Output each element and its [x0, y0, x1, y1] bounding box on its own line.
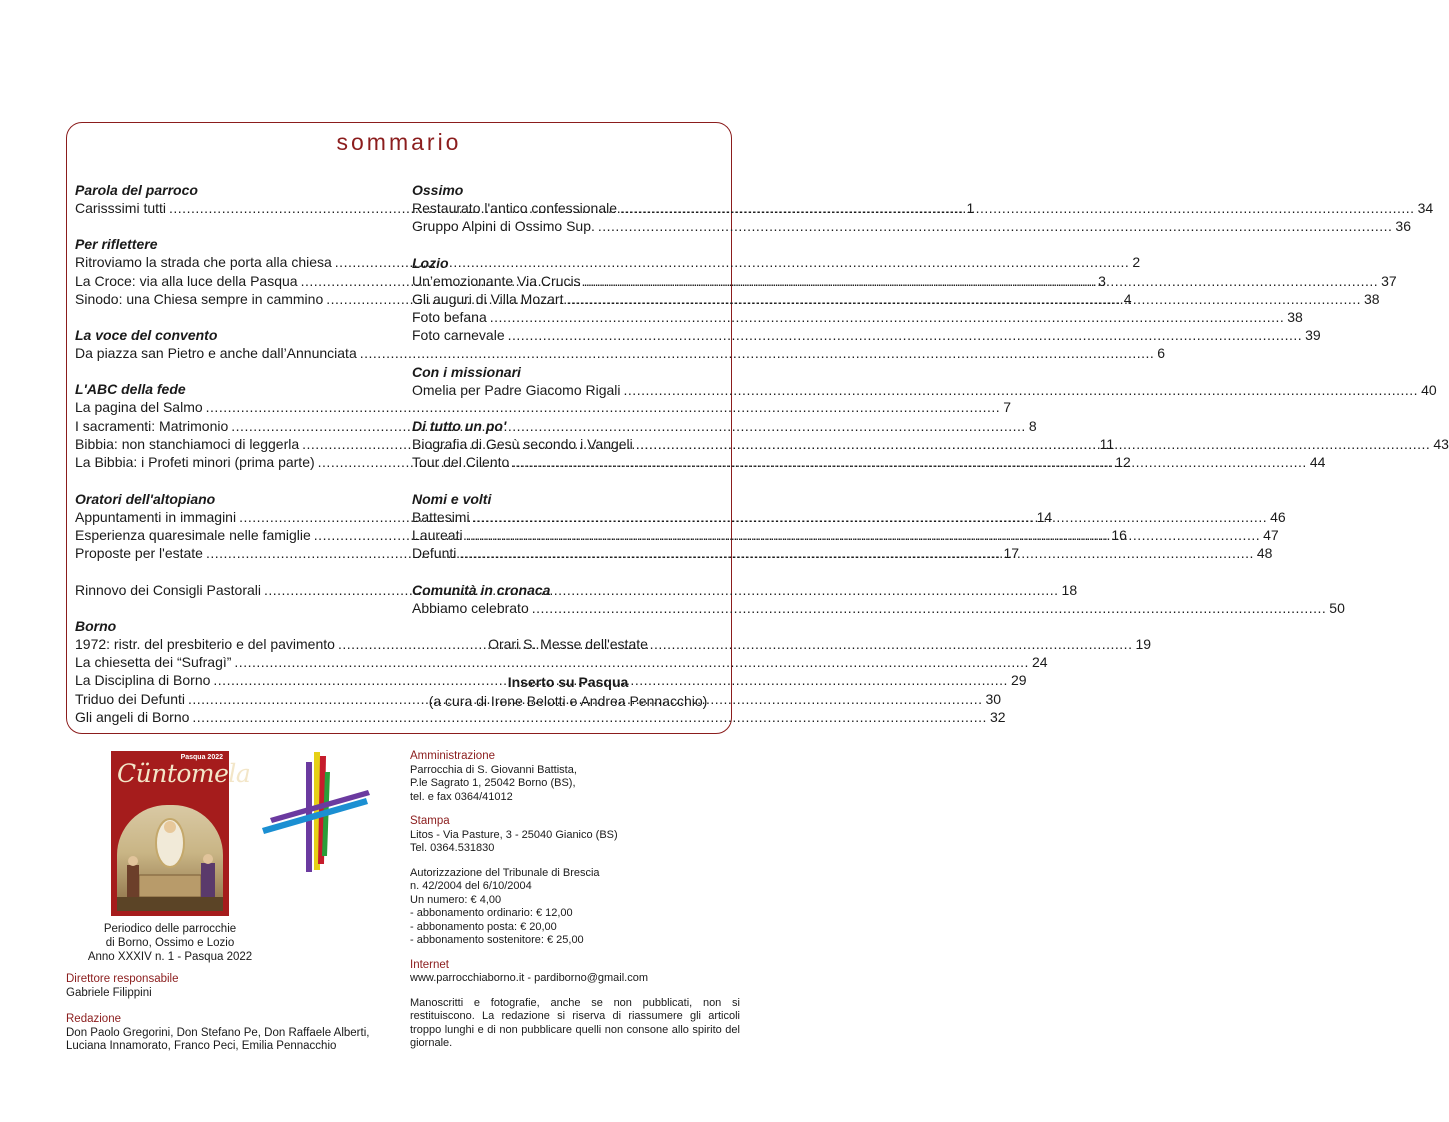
toc-dot-leader	[598, 217, 1393, 235]
toc-entry-page: 38	[1364, 290, 1380, 307]
toc-dot-leader	[508, 326, 1303, 344]
toc-entry-page: 30	[985, 690, 1002, 707]
sommario-box	[66, 122, 1449, 734]
autorizzazione-block	[410, 867, 740, 948]
inserto-title: Inserto su Pasqua	[507, 673, 629, 690]
toc-entry-page: 47	[1263, 526, 1279, 543]
orari-note: Orari S. Messe dell'estate	[488, 635, 648, 652]
inserto-subtitle: (a cura di Irene Belotti e Andrea Pennacchio)	[428, 692, 708, 709]
stampa-line: Litos - Via Pasture, 3 - 25040 Gianico (BS)	[410, 828, 618, 841]
toc-section-title: Di tutto un po'	[412, 418, 507, 435]
toc-entry-page: 14	[1036, 508, 1053, 525]
toc-entry-title: Rinnovo dei Consigli Pastorali	[75, 581, 261, 598]
toc-dot-leader	[532, 599, 1327, 617]
toc-dot-leader	[636, 435, 1431, 453]
toc-entry-page: 6	[1157, 345, 1166, 362]
toc-entry-title: Tour del Cilento	[412, 454, 510, 471]
toc-entry-title: Foto carnevale	[412, 327, 505, 344]
internet-label: Internet	[410, 958, 449, 971]
toc-entry[interactable]	[412, 272, 1397, 290]
redazione-block	[66, 1013, 369, 1054]
toc-entry-page: 29	[1010, 672, 1027, 689]
toc-entry-title: Carisssimi tutti	[75, 200, 167, 216]
toc-section-title: Lozio	[412, 254, 449, 271]
toc-entry[interactable]	[412, 326, 1321, 344]
toc-entry-title: Battesimi	[412, 508, 470, 525]
toc-entry-page: 17	[1003, 545, 1020, 562]
toc-entry-title: Omelia per Padre Giacomo Rigali	[412, 381, 621, 398]
toc-entry-title: Gruppo Alpini di Ossimo Sup.	[412, 218, 595, 235]
toc-entry-page: 39	[1305, 327, 1321, 344]
toc-entry-title: La Croce: via alla luce della Pasqua	[75, 272, 298, 289]
toc-dot-leader	[512, 453, 1307, 471]
toc-section-title: L'ABC della fede	[75, 381, 186, 398]
caption-line: di Borno, Ossimo e Lozio	[105, 937, 235, 949]
toc-entry-title: Abbiamo celebrato	[412, 599, 529, 616]
toc-dot-leader	[490, 308, 1285, 326]
toc-section-title: Parola del parroco	[75, 182, 198, 198]
internet-value: www.parrocchiaborno.it - pardiborno@gmail.com	[410, 972, 648, 984]
toc-dot-leader	[620, 199, 1415, 217]
toc-entry-page: 11	[1099, 436, 1115, 453]
amministrazione-line: tel. e fax 0364/41012	[410, 790, 513, 803]
toc-entry-title: Proposte per l'estate	[75, 545, 203, 562]
toc-entry-title: Gli auguri di Villa Mozart	[412, 290, 564, 307]
toc-entry[interactable]	[75, 344, 1166, 362]
toc-section-title: Con i missionari	[412, 363, 521, 380]
toc-entry-page: 2	[1132, 254, 1141, 271]
toc-entry[interactable]	[75, 398, 1011, 416]
cover-header	[111, 751, 251, 803]
toc-entry-title: La Bibbia: i Profeti minori (prima parte)	[75, 454, 315, 471]
toc-section-title: La voce del convento	[75, 327, 218, 344]
autorizzazione-line: Un numero: € 4,00	[410, 893, 502, 906]
toc-entry-page: 12	[1115, 454, 1131, 471]
autorizzazione-line: - abbonamento posta: € 20,00	[410, 920, 557, 933]
toc-entry-page: 48	[1256, 545, 1273, 562]
autorizzazione-line: - abbonamento sostenitore: € 25,00	[410, 934, 584, 946]
editorial-note: Manoscritti e fotografie, anche se non pubblicati, non si restituiscono. La redazione si riserva di riassumere gli articoli troppo lunghi e di non pubblicare quelli non consone allo spirito del giornale.	[410, 996, 740, 1049]
toc-section	[412, 254, 1397, 345]
toc-entry-page: 32	[989, 709, 1006, 726]
toc-section	[412, 181, 1434, 236]
toc-section-title: Ossimo	[412, 182, 464, 198]
toc-entry-page: 34	[1417, 200, 1434, 216]
toc-entry-page: 16	[1111, 526, 1127, 543]
toc-entry[interactable]	[412, 199, 1434, 217]
cover-artwork	[117, 805, 223, 911]
redazione-label: Redazione	[66, 1013, 121, 1025]
cover-caption	[70, 922, 270, 964]
cover-issue: Pasqua 2022	[180, 754, 223, 761]
toc-entry-title: Triduo dei Defunti	[75, 690, 185, 707]
resurrection-image	[117, 805, 223, 911]
toc-section-title: Comunità in cronaca	[412, 581, 551, 598]
toc-entry-page: 38	[1287, 309, 1303, 326]
toc-entry[interactable]	[412, 308, 1303, 326]
toc-entry-page: 36	[1395, 218, 1411, 235]
amministrazione-line: Parrocchia di S. Giovanni Battista,	[410, 763, 577, 776]
toc-entry-page: 46	[1270, 508, 1286, 525]
autorizzazione-line: - abbonamento ordinario: € 12,00	[410, 907, 573, 919]
redazione-line: Don Paolo Gregorini, Don Stefano Pe, Don Raffaele Alberti,	[66, 1026, 370, 1039]
cover-masthead: Cüntomela	[117, 759, 251, 788]
toc-entry-title: Bibbia: non stanchiamoci di leggerla	[75, 436, 300, 453]
toc-entry-title: La chiesetta dei “Sufragì”	[75, 654, 232, 671]
toc-entry-title: I sacramenti: Matrimonio	[75, 417, 229, 434]
direttore-block	[66, 973, 179, 1000]
toc-entry-title: Laureati	[412, 526, 463, 543]
toc-entry[interactable]	[412, 217, 1411, 235]
toc-entry-title: 1972: ristr. del presbiterio e del pavimento	[75, 635, 335, 652]
parish-cross-logo	[262, 752, 372, 874]
toc-dot-leader	[473, 508, 1268, 526]
autorizzazione-line: Autorizzazione del Tribunale di Brescia	[410, 866, 600, 879]
stampa-label: Stampa	[410, 815, 450, 827]
toc-entry[interactable]	[75, 653, 1048, 671]
toc-entry[interactable]	[75, 708, 1006, 726]
toc-entry-title: Restaurato l'antico confessionale	[412, 200, 618, 216]
caption-line: Periodico delle parrocchie	[103, 923, 237, 935]
toc-section	[412, 363, 1437, 399]
toc-entry-title: Defunti	[412, 545, 457, 562]
toc-entry[interactable]	[412, 290, 1380, 308]
toc-entry-page: 4	[1123, 290, 1132, 307]
amministrazione-label: Amministrazione	[410, 750, 495, 762]
toc-entry-title: Appuntamenti in immagini	[75, 508, 237, 525]
toc-entry-page: 1	[966, 200, 975, 216]
toc-entry-title: Un’emozionante Via Crucis	[412, 272, 581, 289]
internet-block	[410, 959, 740, 986]
amministrazione-line: P.le Sagrato 1, 25042 Borno (BS),	[410, 777, 576, 789]
magazine-cover	[111, 751, 251, 916]
toc-entry-title: Foto befana	[412, 309, 487, 326]
toc-dot-leader	[466, 526, 1261, 544]
toc-entry-title: La Disciplina di Borno	[75, 672, 211, 689]
direttore-value: Gabriele Filippini	[66, 986, 152, 999]
stampa-line: Tel. 0364.531830	[410, 842, 495, 854]
toc-dot-leader	[624, 381, 1419, 399]
toc-entry-page: 7	[1003, 399, 1011, 416]
toc-dot-leader	[566, 290, 1361, 308]
toc-entry-page: 50	[1329, 599, 1345, 616]
direttore-label: Direttore responsabile	[66, 973, 179, 985]
toc-entry-title: Sinodo: una Chiesa sempre in cammino	[75, 290, 324, 307]
toc-entry-page: 3	[1098, 272, 1106, 289]
toc-section-title: Per riflettere	[75, 236, 158, 253]
toc-entry-page: 18	[1061, 581, 1078, 598]
toc-section-title: Oratori dell'altopiano	[75, 490, 216, 507]
toc-entry-page: 37	[1381, 272, 1397, 289]
toc-entry-page: 8	[1028, 417, 1037, 434]
toc-entry[interactable]	[412, 381, 1437, 399]
autorizzazione-line: n. 42/2004 del 6/10/2004	[410, 880, 532, 892]
toc-entry-page: 43	[1433, 436, 1449, 453]
toc-entry-title: Biografia di Gesù secondo i Vangeli	[412, 436, 633, 453]
toc-entry-title: Da piazza san Pietro e anche dall’Annunciata	[75, 345, 357, 362]
stampa-block	[410, 815, 740, 856]
toc-section-title: Borno	[75, 617, 117, 634]
amministrazione-block	[410, 750, 740, 804]
toc-dot-leader	[459, 544, 1254, 562]
publication-info	[410, 750, 740, 1051]
toc-entry-page: 24	[1031, 654, 1048, 671]
sommario-title: sommario	[336, 129, 462, 155]
toc-entry-title: Gli angeli di Borno	[75, 709, 190, 726]
toc-entry[interactable]	[412, 599, 1345, 617]
toc-entry-title: La pagina del Salmo	[75, 399, 203, 416]
toc-section-title: Nomi e volti	[412, 490, 492, 507]
toc-entry-page: 19	[1135, 635, 1152, 652]
caption-line: Anno XXXIV n. 1 - Pasqua 2022	[87, 951, 253, 963]
toc-entry-title: Ritroviamo la strada che porta alla chiesa	[75, 254, 332, 271]
toc-entry-title: Esperienza quaresimale nelle famiglie	[75, 526, 311, 543]
toc-dot-leader	[584, 272, 1379, 290]
redazione-line: Luciana Innamorato, Franco Peci, Emilia Pennacchio	[66, 1040, 337, 1052]
toc-entry-page: 44	[1309, 454, 1326, 471]
toc-entry-page: 40	[1421, 381, 1437, 398]
